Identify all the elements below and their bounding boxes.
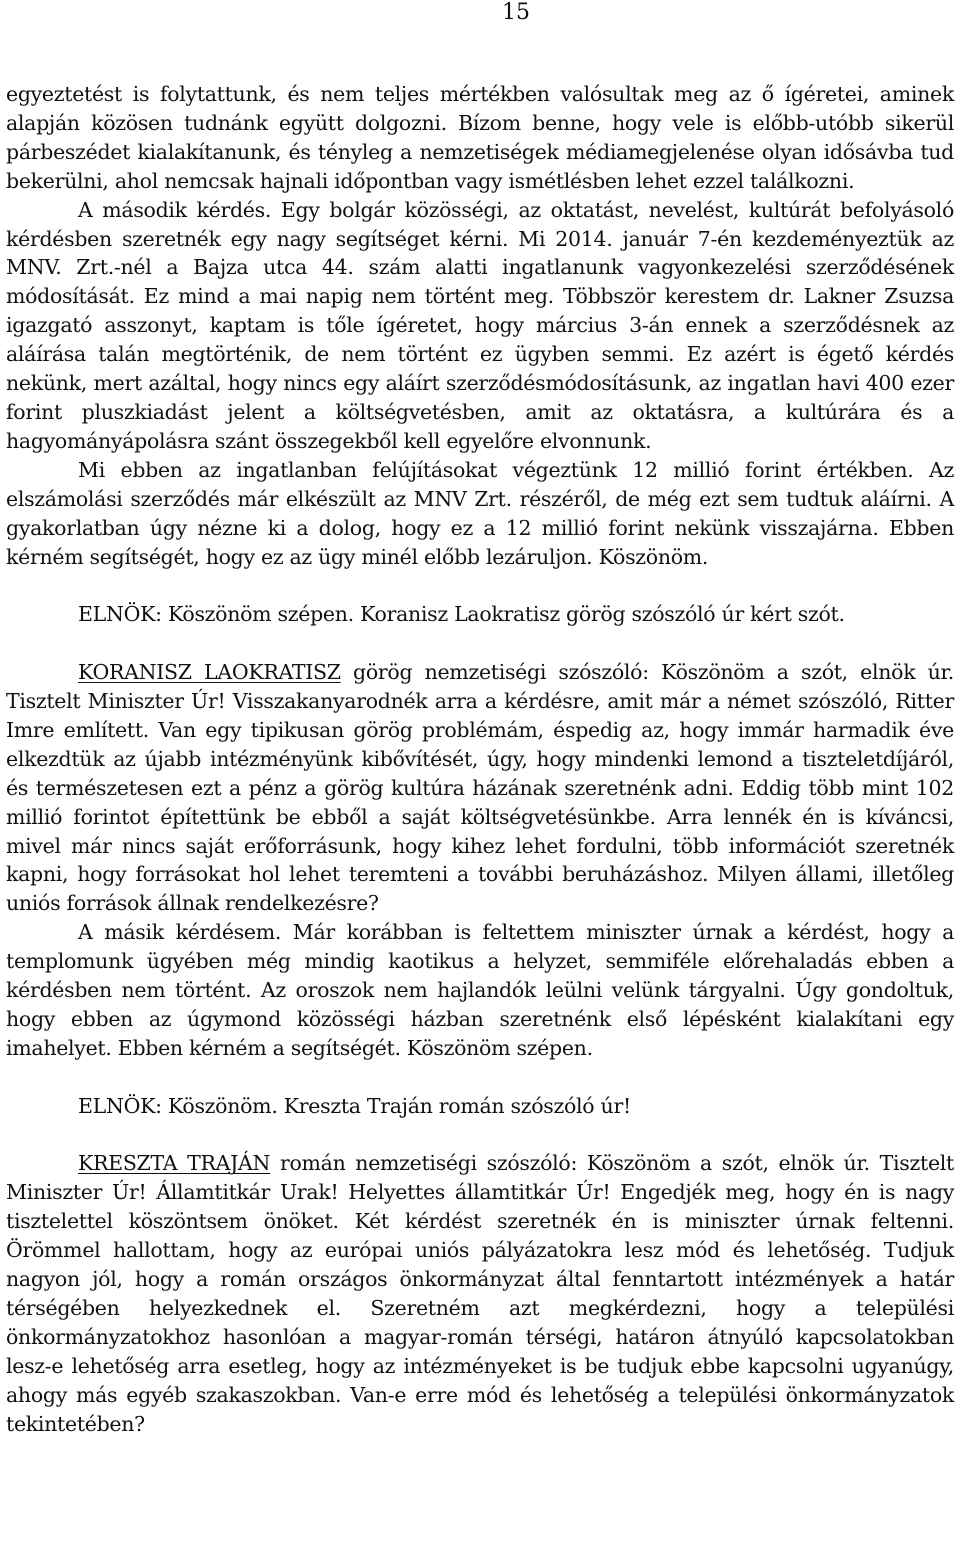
document-body	[6, 80, 954, 1439]
chair-remark-2: ELNÖK: Köszönöm. Kreszta Traján román szószóló úr!	[78, 1093, 631, 1118]
speech-kreszta	[6, 1149, 954, 1438]
paragraph-church-question: A másik kérdésem. Már korábban is feltettem miniszter úrnak a kérdést, hogy a templomunk ügyében még mindig kaotikus a helyzet, semmiféle előrehaladás ebben a kérdésben nem történt. Az oroszok nem hajlandók leülni velünk tárgyalni. Úgy gondoltuk, hogy ebben az úgymond közösségi házban szeretnénk első lépésként kialakítani egy imahelyet. Ebben kérném a segítségét. Köszönöm szépen.	[6, 920, 954, 1060]
speaker-name-koranisz: KORANISZ LAOKRATISZ	[78, 660, 341, 685]
chair-remark-1: ELNÖK: Köszönöm szépen. Koranisz Laokratisz görög szószóló úr kért szót.	[78, 602, 845, 627]
paragraph-second-question: A második kérdés. Egy bolgár közösségi, az oktatást, nevelést, kultúrát befolyásoló kérdésben szeretnék egy nagy segítséget kérni. Mi 2014. január 7-én kezdeményeztük az MNV. Zrt.-nél a Bajza utca 44. szám alatti ingatlanunk vagyonkezelési szerződésének módosítását. Ez mind a mai napig nem történt meg. Többször kerestem dr. Lakner Zsuzsa igazgató asszonyt, kaptam is tőle ígéretet, hogy március 3-án ennek a szerződésnek az aláírása talán megtörténik, de nem történt ez ügyben semmi. Ez azért is égető kérdés nekünk, mert azáltal, hogy nincs egy aláírt szerződésmódosításunk, az ingatlan havi 400 ezer forint pluszkiadást jelent a költségvetésben, amit az oktatásra, a kultúrára és a hagyományápolásra szánt összegekből kell egyelőre elvonnunk.	[6, 197, 954, 453]
speech-kreszta-text: román nemzetiségi szószóló: Köszönöm a szót, elnök úr. Tisztelt Miniszter Úr! Államtitkár Urak! Helyettes államtitkár Úr! Engedjék meg, hogy én is nagy tisztelettel köszöntsem önöket. Két kérdést szeretnék én is miniszter úrnak feltenni. Örömmel hallottam, hogy az európai uniós pályázatokra lesz mód és lehetőség. Tudjuk nagyon jól, hogy a román országos önkormányzat által fenntartott intézmények a határ térségében helyezkednek el. Szeretném azt megkérdezni, hogy a települési önkormányzatokhoz hasonlóan a magyar-román térségi, határon átnyúló kapcsolatokban lesz-e lehetőség arra esetleg, hogy az intézményeket is be tudjuk ebbe kapcsolni ugyanúgy, ahogy más egyéb szakaszokban. Van-e erre mód és lehetőség a települési önkormányzatok tekintetében?	[6, 1151, 954, 1436]
speaker-name-kreszta: KRESZTA TRAJÁN	[78, 1151, 271, 1176]
page-number: 15	[502, 0, 530, 25]
paragraph-continuation: egyeztetést is folytattunk, és nem teljes mértékben valósultak meg az ő ígéretei, aminek alapján közösen tudnánk együtt dolgozni. Bízom benne, hogy vele is előbb-utóbb sikerül párbeszédet kialakítanunk, és tényleg a nemzetiségek médiamegjelenése olyan idősávba tud bekerülni, ahol nemcsak hajnali időpontban vagy ismétlésben lehet ezzel találkozni.	[6, 82, 954, 193]
paragraph-renovation: Mi ebben az ingatlanban felújításokat végeztünk 12 millió forint értékben. Az elszámolási szerződés már elkészült az MNV Zrt. részéről, de még ezt sem tudtuk aláírni. A gyakorlatban úgy nézne ki a dolog, hogy ez a 12 millió forint nekünk visszajárna. Ebben kérném segítségét, hogy ez az ügy minél előbb lezáruljon. Köszönöm.	[6, 457, 954, 569]
speech-koranisz	[6, 658, 954, 918]
speech-koranisz-text: görög nemzetiségi szószóló: Köszönöm a szót, elnök úr. Tisztelt Miniszter Úr! Visszakanyarodnék arra a kérdésre, amit már a német szószóló, Ritter Imre említett. Van egy tipikusan görög problémám, éspedig az, hogy immár harmadik éve elkezdtük az újabb intézményünk kibővítését, úgy, hogy mindenki lemond a tiszteletdíjáról, és természetesen ezt a pénz a görög kultúra házának szeretnénk adni. Eddig több mint 102 millió forintot építettünk be ebből a saját költségvetésünkbe. Arra lennék én is kíváncsi, mivel már nincs saját erőforrásunk, hogy kihez lehet fordulni, több információt szeretnék kapni, hogy forrásokat hol lehet teremteni a további beruházáshoz. Milyen állami, illetőleg uniós források állnak rendelkezésre?	[6, 660, 954, 916]
